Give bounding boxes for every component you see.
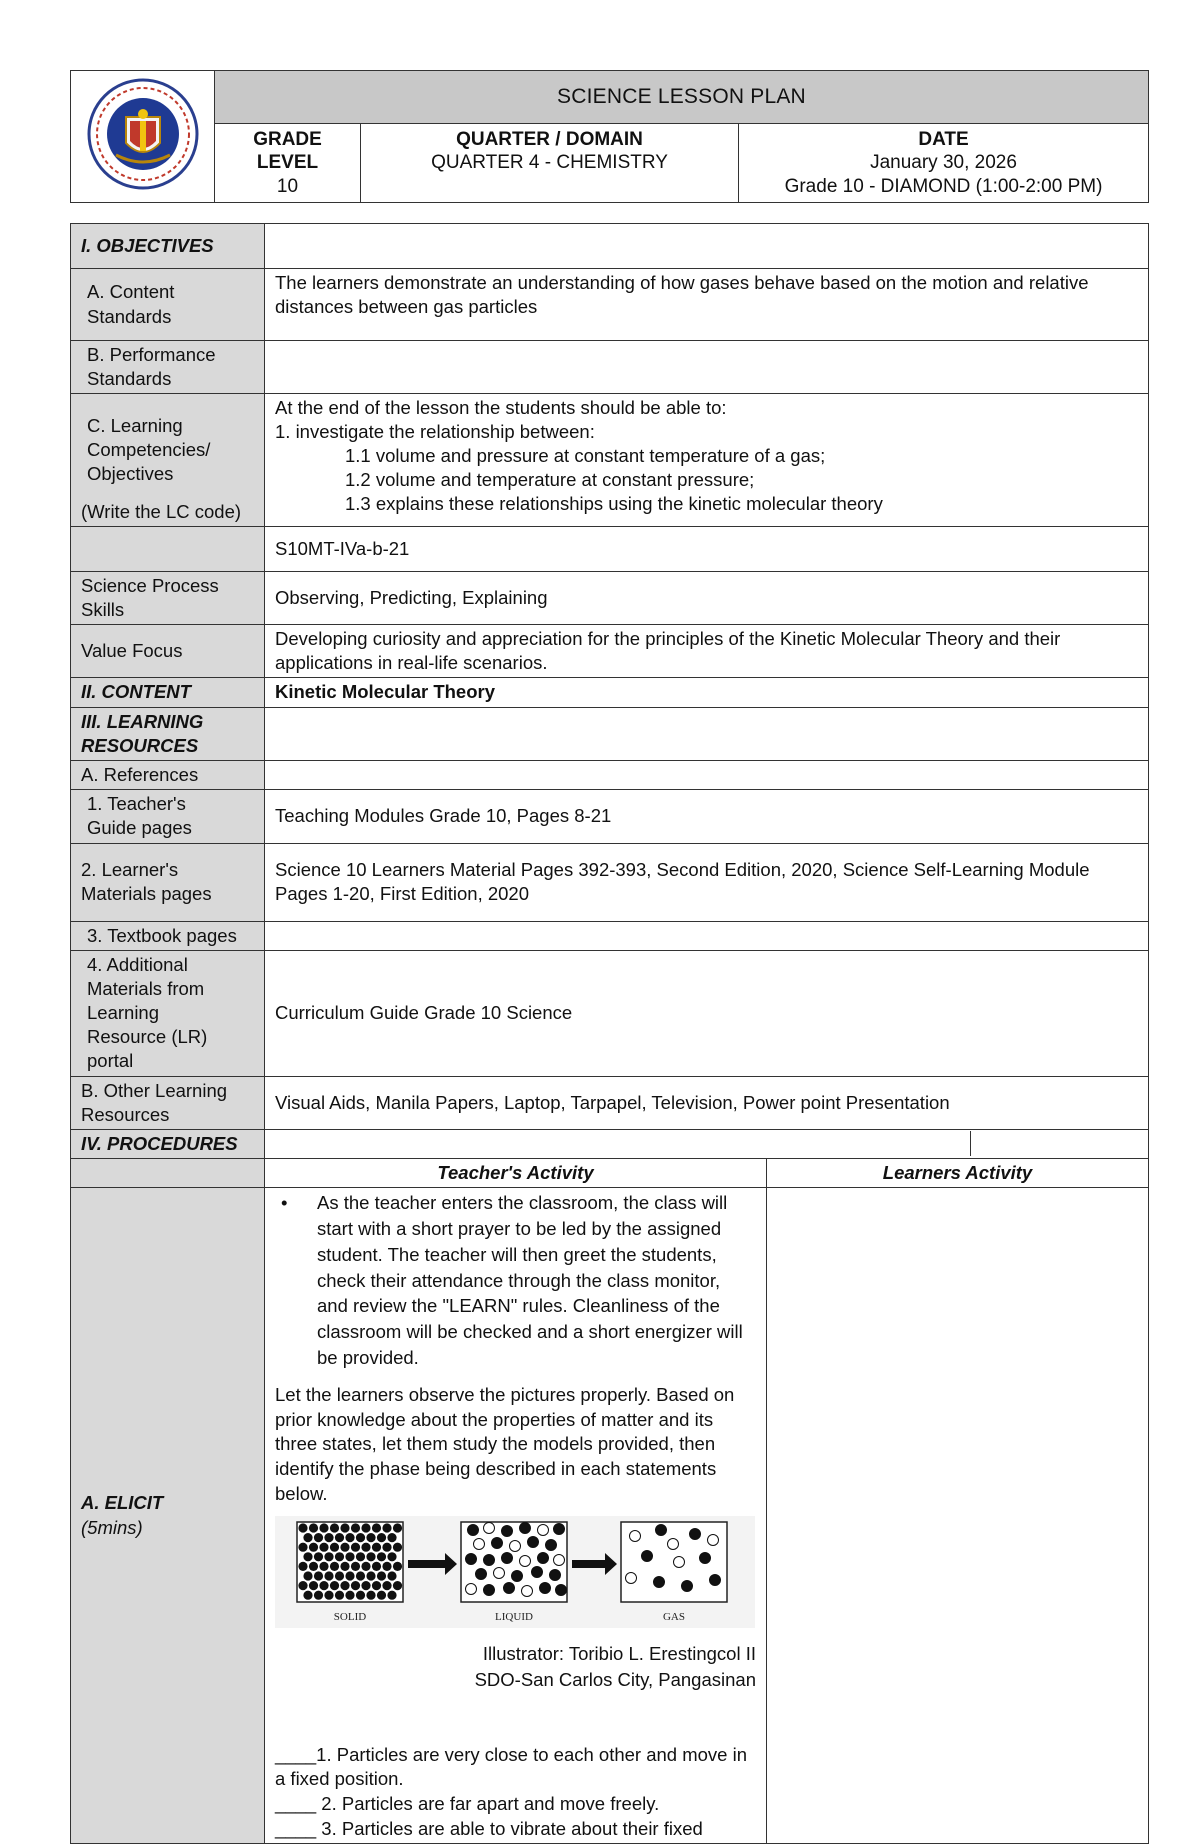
liquid-particle xyxy=(540,1583,551,1594)
solid-particle xyxy=(393,1523,402,1532)
solid-particle xyxy=(335,1552,344,1561)
competencies-cell xyxy=(71,394,265,527)
solid-particle xyxy=(366,1533,375,1542)
solid-particle xyxy=(351,1562,360,1571)
gas-particle xyxy=(668,1539,679,1550)
solid-particle xyxy=(298,1543,307,1552)
liquid-particle xyxy=(528,1537,539,1548)
liquid-particle xyxy=(554,1524,565,1535)
lr-portal-label: 4. Additional Materials from Learning Resource (LR) portal xyxy=(71,950,265,1076)
gas-particle xyxy=(682,1581,693,1592)
solid-particle xyxy=(345,1552,354,1561)
solid-particle xyxy=(393,1562,402,1571)
solid-particle xyxy=(298,1562,307,1571)
teachers-guide-label: 1. Teacher's Guide pages xyxy=(71,789,265,843)
gas-particle xyxy=(626,1573,637,1584)
liquid-particle xyxy=(494,1568,505,1579)
solid-particle xyxy=(319,1543,328,1552)
question-item-3: ____ 3. Particles are able to vibrate about their fixed xyxy=(275,1817,703,1839)
teachers-guide-text: Teaching Modules Grade 10, Pages 8-21 xyxy=(265,789,1149,843)
competency-1-1: 1.1 volume and pressure at constant temperature of a gas; xyxy=(345,445,826,467)
plan-title: SCIENCE LESSON PLAN xyxy=(215,71,1149,124)
liquid-particle xyxy=(484,1555,495,1566)
solid-particle xyxy=(356,1533,365,1542)
solid-particle xyxy=(298,1581,307,1590)
content-text: Kinetic Molecular Theory xyxy=(265,678,1149,707)
liquid-particle xyxy=(504,1583,515,1594)
solid-particle xyxy=(319,1562,328,1571)
competency-1-3: 1.3 explains these relationships using the kinetic molecular theory xyxy=(345,493,883,515)
date-label: DATE xyxy=(918,129,969,151)
gas-particle xyxy=(656,1525,667,1536)
solid-particle xyxy=(314,1533,323,1542)
section-value: Grade 10 - DIAMOND (1:00-2:00 PM) xyxy=(784,175,1103,197)
quarter-cell xyxy=(361,124,739,203)
solid-particle xyxy=(335,1571,344,1580)
solid-particle xyxy=(387,1591,396,1600)
learner-activity-header: Learners Activity xyxy=(767,1158,1149,1187)
question-item-2: ____ 2. Particles are far apart and move freely. xyxy=(275,1792,660,1814)
liquid-particle xyxy=(538,1525,549,1536)
solid-particle xyxy=(372,1523,381,1532)
objectives-heading: I. OBJECTIVES xyxy=(71,224,265,269)
figure-label-liquid: LIQUID xyxy=(495,1611,533,1624)
solid-particle xyxy=(377,1571,386,1580)
procedures-heading: IV. PROCEDURES xyxy=(71,1129,265,1158)
solid-particle xyxy=(393,1543,402,1552)
solid-particle xyxy=(361,1543,370,1552)
solid-particle xyxy=(319,1523,328,1532)
lr-portal-text: Curriculum Guide Grade 10 Science xyxy=(265,950,1149,1076)
solid-particle xyxy=(366,1571,375,1580)
solid-particle xyxy=(309,1543,318,1552)
liquid-particle xyxy=(492,1538,503,1549)
solid-particle xyxy=(330,1523,339,1532)
solid-particle xyxy=(324,1552,333,1561)
solid-particle xyxy=(372,1543,381,1552)
solid-particle xyxy=(361,1523,370,1532)
liquid-particle xyxy=(512,1571,523,1582)
solid-particle xyxy=(303,1571,312,1580)
solid-particle xyxy=(393,1581,402,1590)
liquid-particle xyxy=(550,1570,561,1581)
gas-particle xyxy=(630,1531,641,1542)
competency-1-2: 1.2 volume and temperature at constant pressure; xyxy=(345,469,755,491)
lesson-plan-table xyxy=(70,223,1149,1844)
learners-materials-label: 2. Learner's Materials pages xyxy=(71,843,265,921)
performance-standards-label: B. Performance Standards xyxy=(71,341,265,394)
figure-label-gas: GAS xyxy=(662,1611,686,1624)
liquid-particle xyxy=(520,1523,531,1534)
liquid-particle xyxy=(520,1556,531,1567)
liquid-particle xyxy=(546,1540,557,1551)
quarter-label: QUARTER / DOMAIN xyxy=(456,129,643,150)
elicit-cell xyxy=(71,1187,265,1843)
grade-label-2: LEVEL xyxy=(256,152,319,174)
competencies-intro: At the end of the lesson the students should be able to: xyxy=(275,397,727,419)
solid-particle xyxy=(309,1562,318,1571)
solid-particle xyxy=(303,1591,312,1600)
value-focus-text: Developing curiosity and appreciation for the principles of the Kinetic Molecular Theory and their applications in real-life scenarios. xyxy=(265,625,1149,678)
gas-particle xyxy=(690,1529,701,1540)
liquid-particle xyxy=(532,1567,543,1578)
states-of-matter-figure xyxy=(275,1516,755,1635)
solid-particle xyxy=(335,1591,344,1600)
solid-particle xyxy=(309,1523,318,1532)
solid-particle xyxy=(356,1571,365,1580)
gas-particle xyxy=(674,1557,685,1568)
solid-particle xyxy=(356,1552,365,1561)
elicit-learner-activity xyxy=(767,1187,1149,1843)
lc-code: S10MT-IVa-b-21 xyxy=(265,527,1149,572)
liquid-particle xyxy=(466,1554,477,1565)
solid-particle xyxy=(345,1533,354,1542)
solid-particle xyxy=(314,1571,323,1580)
content-heading: II. CONTENT xyxy=(71,678,265,707)
liquid-particle xyxy=(538,1553,549,1564)
gas-particle xyxy=(710,1575,721,1586)
illustrator-credit: Illustrator: Toribio L. Erestingcol II xyxy=(482,1642,756,1664)
solid-particle xyxy=(351,1523,360,1532)
solid-particle xyxy=(345,1591,354,1600)
solid-particle xyxy=(351,1543,360,1552)
liquid-particle xyxy=(468,1525,479,1536)
liquid-particle xyxy=(476,1569,487,1580)
grade-value: 10 xyxy=(276,175,299,197)
bullet-item xyxy=(275,1190,756,1371)
process-skills-label: Science Process Skills xyxy=(71,572,265,625)
figure-label-solid: SOLID xyxy=(333,1611,367,1624)
solid-particle xyxy=(366,1591,375,1600)
solid-particle xyxy=(372,1581,381,1590)
solid-particle xyxy=(330,1543,339,1552)
liquid-particle xyxy=(484,1585,495,1596)
gas-particle xyxy=(700,1553,711,1564)
solid-particle xyxy=(377,1533,386,1542)
grade-label: GRADE xyxy=(253,129,322,151)
solid-particle xyxy=(387,1533,396,1542)
observe-instructions: Let the learners observe the pictures properly. Based on prior knowledge about the properties of matter and its three states, let them study the models provided, then identify the phase being described in each statements below. xyxy=(275,1384,735,1504)
solid-particle xyxy=(330,1581,339,1590)
solid-particle xyxy=(309,1581,318,1590)
solid-particle xyxy=(387,1552,396,1561)
other-resources-text: Visual Aids, Manila Papers, Laptop, Tarpapel, Television, Power point Presentation xyxy=(265,1076,1149,1129)
elicit-label: A. ELICIT xyxy=(81,1492,164,1514)
solid-particle xyxy=(340,1562,349,1571)
question-item-1: ____1. Particles are very close to each other and move in a fixed position. xyxy=(275,1743,748,1790)
date-value: January 30, 2026 xyxy=(870,152,1017,174)
resources-heading: III. LEARNING RESOURCES xyxy=(71,707,265,760)
liquid-particle xyxy=(466,1584,477,1595)
solid-particle xyxy=(340,1543,349,1552)
solid-particle xyxy=(356,1591,365,1600)
solid-particle xyxy=(330,1562,339,1571)
header-table xyxy=(70,70,1149,203)
textbook-label: 3. Textbook pages xyxy=(71,921,265,950)
elicit-time: (5mins) xyxy=(81,1516,143,1538)
competencies-item: 1. investigate the relationship between: xyxy=(275,421,595,443)
gas-particle xyxy=(708,1535,719,1546)
other-resources-label: B. Other Learning Resources xyxy=(71,1076,265,1129)
solid-particle xyxy=(377,1552,386,1561)
deped-seal xyxy=(71,71,215,203)
solid-particle xyxy=(387,1571,396,1580)
states-of-matter-diagram xyxy=(275,1516,755,1628)
solid-particle xyxy=(345,1571,354,1580)
liquid-particle xyxy=(554,1555,565,1566)
solid-particle xyxy=(324,1533,333,1542)
competencies-text xyxy=(265,394,1149,527)
solid-particle xyxy=(324,1591,333,1600)
competencies-label: C. Learning Competencies/ Objectives xyxy=(87,415,211,485)
solid-particle xyxy=(361,1562,370,1571)
solid-particle xyxy=(303,1552,312,1561)
gas-particle xyxy=(654,1577,665,1588)
solid-particle xyxy=(382,1543,391,1552)
solid-particle xyxy=(298,1523,307,1532)
liquid-particle xyxy=(522,1586,533,1597)
learners-materials-text: Science 10 Learners Material Pages 392-393, Second Edition, 2020, Science Self-Learning Module Pages 1-20, First Edition, 2020 xyxy=(265,843,1149,921)
date-cell xyxy=(739,124,1149,203)
solid-particle xyxy=(314,1552,323,1561)
solid-particle xyxy=(366,1552,375,1561)
grade-level-cell xyxy=(215,124,361,203)
bullet-icon: • xyxy=(281,1191,288,1213)
content-standards-label: A. Content Standards xyxy=(71,269,265,341)
deped-seal-icon xyxy=(86,77,200,191)
solid-particle xyxy=(372,1562,381,1571)
solid-particle xyxy=(377,1591,386,1600)
value-focus-label: Value Focus xyxy=(71,625,265,678)
process-skills-text: Observing, Predicting, Explaining xyxy=(265,572,1149,625)
liquid-particle xyxy=(484,1523,495,1534)
solid-particle xyxy=(382,1562,391,1571)
elicit-teacher-activity xyxy=(265,1187,767,1843)
quarter-value: QUARTER 4 - CHEMISTRY xyxy=(431,152,668,174)
liquid-particle xyxy=(556,1585,567,1596)
solid-particle xyxy=(335,1533,344,1542)
lc-code-label: (Write the LC code) xyxy=(81,501,242,523)
illustrator-office: SDO-San Carlos City, Pangasinan xyxy=(474,1668,756,1690)
solid-particle xyxy=(361,1581,370,1590)
solid-particle xyxy=(351,1581,360,1590)
teacher-activity-header: Teacher's Activity xyxy=(265,1158,767,1187)
content-standards-text: The learners demonstrate an understanding of how gases behave based on the motion and relative distances between gas particles xyxy=(265,269,1149,341)
liquid-particle xyxy=(502,1526,513,1537)
gas-particle xyxy=(642,1551,653,1562)
solid-particle xyxy=(324,1571,333,1580)
solid-particle xyxy=(382,1523,391,1532)
liquid-particle xyxy=(502,1553,513,1564)
liquid-particle xyxy=(474,1539,485,1550)
solid-particle xyxy=(319,1581,328,1590)
references-label: A. References xyxy=(71,760,265,789)
solid-particle xyxy=(314,1591,323,1600)
opening-routine-text: As the teacher enters the classroom, the class will start with a short prayer to be led by the assigned student. The teacher will then greet the students, check their attendance through the class monitor, and review the "LEARN" rules. Cleanliness of the classroom will be checked and a short energizer will be provided. xyxy=(317,1191,743,1369)
liquid-particle xyxy=(510,1541,521,1552)
solid-particle xyxy=(382,1581,391,1590)
solid-particle xyxy=(340,1581,349,1590)
solid-particle xyxy=(340,1523,349,1532)
solid-particle xyxy=(303,1533,312,1542)
